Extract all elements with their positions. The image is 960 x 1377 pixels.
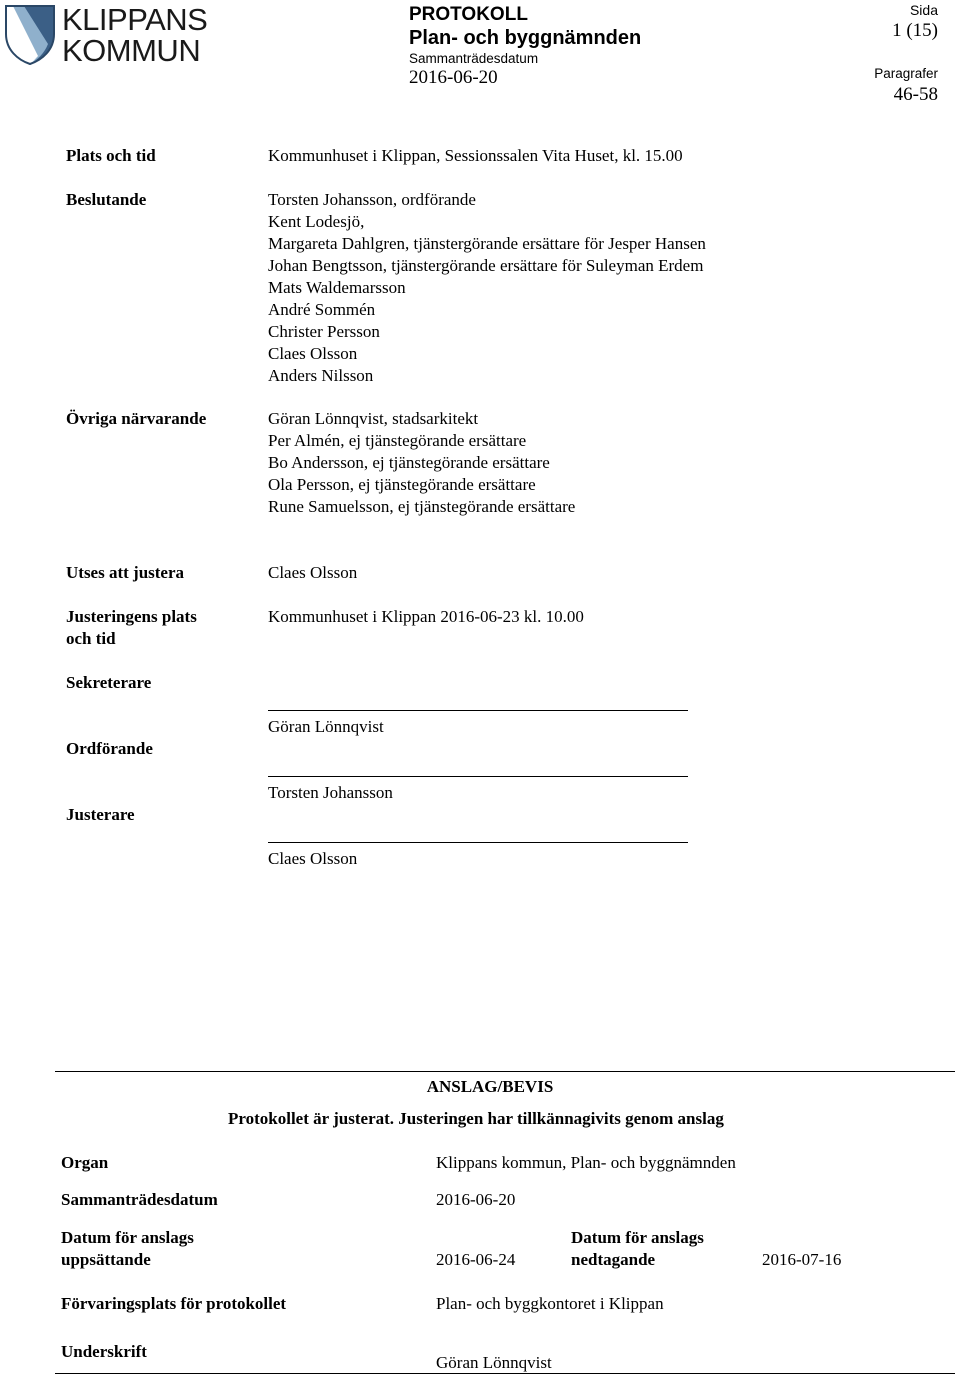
list-item: Kent Lodesjö, bbox=[268, 212, 365, 231]
posted-date-label: Datum för anslags uppsättande bbox=[61, 1228, 194, 1269]
place-label: Plats och tid bbox=[66, 146, 156, 165]
organ-label: Organ bbox=[61, 1153, 109, 1172]
notice-date: 2016-06-20 bbox=[436, 1190, 516, 1209]
chair-name: Torsten Johansson bbox=[268, 783, 393, 802]
document-type: PROTOKOLL bbox=[409, 4, 528, 25]
meeting-date: 2016-06-20 bbox=[409, 67, 498, 88]
list-item: Torsten Johansson, ordförande bbox=[268, 190, 476, 209]
list-item: Per Almén, ej tjänstegörande ersättare bbox=[268, 431, 527, 450]
board-name: Plan- och byggnämnden bbox=[409, 27, 642, 49]
list-item: Mats Waldemarsson bbox=[268, 278, 406, 297]
paragraphs-label: Paragrafer bbox=[874, 66, 938, 81]
others-present-label: Övriga närvarande bbox=[66, 409, 207, 428]
storage-label: Förvaringsplats för protokollet bbox=[61, 1294, 287, 1313]
appointed-adjuster: Claes Olsson bbox=[268, 563, 358, 582]
page-label: Sida bbox=[909, 2, 938, 18]
logo-wordmark: KLIPPANS KOMMUN bbox=[62, 2, 208, 68]
adjuster-signature-line bbox=[268, 842, 688, 843]
removed-date: 2016-07-16 bbox=[762, 1250, 842, 1269]
others-present-list bbox=[268, 408, 575, 518]
signature-name: Göran Lönnqvist bbox=[436, 1353, 552, 1372]
adjuster-label: Justerare bbox=[66, 805, 135, 824]
signature-label: Underskrift bbox=[61, 1342, 147, 1361]
notice-subtitle: Protokollet är justerat. Justeringen har tillkännagivits genom anslag bbox=[228, 1109, 724, 1128]
list-item: Anders Nilsson bbox=[268, 366, 374, 385]
storage-place: Plan- och byggkontoret i Klippan bbox=[436, 1294, 664, 1313]
adjuster-name: Claes Olsson bbox=[268, 849, 358, 868]
meeting-date-label: Sammanträdesdatum bbox=[409, 51, 539, 66]
notice-top-rule bbox=[55, 1071, 955, 1072]
municipality-logo bbox=[4, 4, 214, 68]
list-item: Claes Olsson bbox=[268, 344, 358, 363]
notice-title: ANSLAG/BEVIS bbox=[426, 1077, 554, 1096]
list-item: André Sommén bbox=[268, 300, 376, 319]
list-item: Bo Andersson, ej tjänstegörande ersättare bbox=[268, 453, 550, 472]
appointed-adjuster-label: Utses att justera bbox=[66, 563, 185, 582]
list-item: Göran Lönnqvist, stadsarkitekt bbox=[268, 409, 479, 428]
list-item: Rune Samuelsson, ej tjänstegörande ersättare bbox=[268, 497, 576, 516]
removed-date-label: Datum för anslags nedtagande bbox=[571, 1228, 704, 1269]
organ: Klippans kommun, Plan- och byggnämnden bbox=[436, 1153, 736, 1172]
meeting-place: Kommunhuset i Klippan, Sessionssalen Vita Huset, kl. 15.00 bbox=[268, 146, 683, 165]
adjustment-place: Kommunhuset i Klippan 2016-06-23 kl. 10.00 bbox=[268, 607, 584, 626]
list-item: Christer Persson bbox=[268, 322, 380, 341]
chair-label: Ordförande bbox=[66, 739, 153, 758]
notice-date-label: Sammanträdesdatum bbox=[61, 1190, 218, 1209]
posted-date: 2016-06-24 bbox=[436, 1250, 516, 1269]
secretary-name: Göran Lönnqvist bbox=[268, 717, 384, 736]
notice-bottom-rule bbox=[55, 1373, 955, 1374]
list-item: Margareta Dahlgren, tjänstergörande ersättare för Jesper Hansen bbox=[268, 234, 706, 253]
deciding-label: Beslutande bbox=[66, 190, 147, 209]
secretary-label: Sekreterare bbox=[66, 673, 152, 692]
paragraphs-range: 46-58 bbox=[893, 84, 938, 105]
list-item: Johan Bengtsson, tjänstergörande ersättare för Suleyman Erdem bbox=[268, 256, 704, 275]
deciding-members-list bbox=[268, 189, 706, 387]
adjustment-place-label: Justeringens plats och tid bbox=[66, 607, 197, 648]
list-item: Ola Persson, ej tjänstegörande ersättare bbox=[268, 475, 536, 494]
chair-signature-line bbox=[268, 776, 688, 777]
coat-of-arms-icon bbox=[4, 4, 56, 66]
page-number: 1 (15) bbox=[892, 20, 938, 41]
secretary-signature-line bbox=[268, 710, 688, 711]
